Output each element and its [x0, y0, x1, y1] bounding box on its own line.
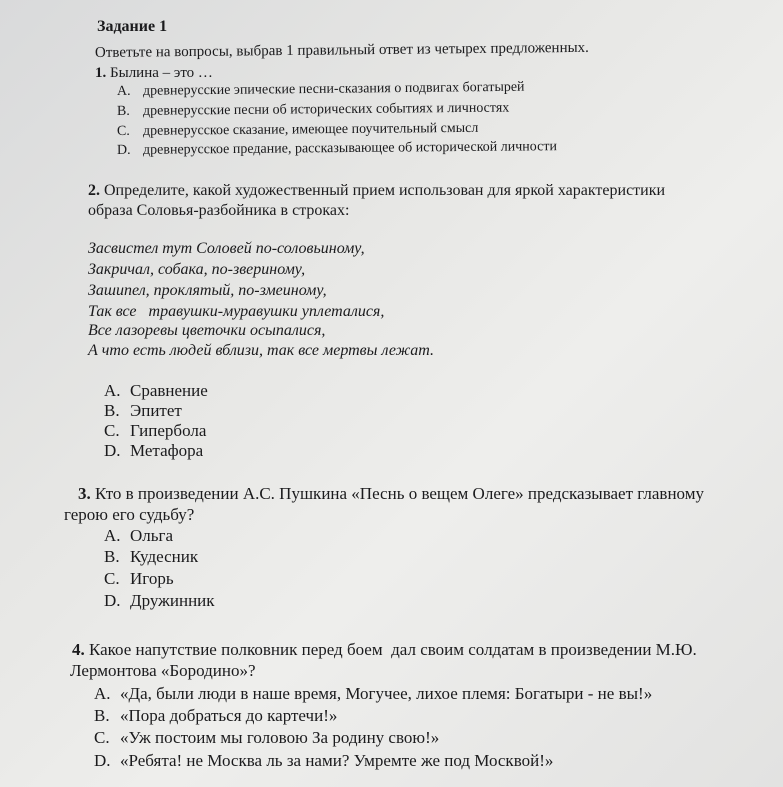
task-title: Задание 1: [97, 18, 168, 35]
q2-option-d[interactable]: D. Метафора: [104, 441, 204, 460]
question-2-line2: образа Соловья-разбойника в строках:: [88, 202, 350, 219]
poem-line: Зашипел, проклятый, по-змеиному,: [88, 282, 327, 299]
question-text-line1: Кто в произведении А.С. Пушкина «Песнь о вещем Олеге» предсказывает главному: [95, 484, 704, 503]
q4-option-a[interactable]: A. «Да, были люди в наше время, Могучее, лихое племя: Богатыри - не вы!»: [94, 684, 653, 703]
poem-line: Все лазоревы цветочки осыпалися,: [88, 322, 326, 339]
q4-option-b[interactable]: B. «Пора добраться до картечи!»: [94, 706, 338, 725]
q3-option-d[interactable]: D. Дружинник: [104, 591, 215, 610]
poem-line: Так все травушки-муравушки уплеталися,: [88, 303, 385, 320]
question-number: 2.: [88, 182, 100, 199]
question-text-line1: Определите, какой художественный прием использован для яркой характеристики: [104, 182, 666, 199]
question-number: 4.: [72, 640, 85, 659]
instructions: Ответьте на вопросы, выбрав 1 правильный ответ из четырех предложенных.: [94, 39, 589, 61]
q1-option-a[interactable]: A. древнерусские эпические песни-сказания о подвигах богатырей: [116, 79, 525, 99]
q3-option-b[interactable]: B. Кудесник: [104, 547, 199, 566]
question-4-line2: Лермонтова «Бородино»?: [70, 661, 256, 680]
poem-line: А что есть людей вблизи, так все мертвы лежат.: [88, 342, 434, 359]
question-3: [78, 485, 704, 503]
q4-option-d[interactable]: D. «Ребята! не Москва ль за нами? Умремте же под Москвой!»: [94, 751, 554, 770]
question-2: [88, 182, 665, 200]
question-1: [95, 64, 213, 82]
q2-option-c[interactable]: C. Гипербола: [104, 421, 207, 440]
question-number: 3.: [78, 484, 91, 503]
question-text-line1: Какое напутствие полковник перед боем дал своим солдатам в произведении М.Ю.: [89, 640, 697, 659]
q1-option-b[interactable]: B. древнерусские песни об исторических событиях и личностях: [116, 100, 510, 119]
q2-option-a[interactable]: A. Сравнение: [104, 381, 208, 400]
q1-option-d[interactable]: D. древнерусское предание, рассказывающее об исторической личности: [116, 139, 558, 158]
q4-option-c[interactable]: C. «Уж постоим мы головою За родину свою!»: [94, 728, 440, 747]
q3-option-c[interactable]: C. Игорь: [104, 569, 174, 588]
question-number: 1.: [95, 65, 107, 81]
poem-line: Засвистел тут Соловей по-соловьиному,: [88, 240, 365, 257]
question-3-line2: герою его судьбу?: [64, 505, 195, 524]
q2-option-b[interactable]: B. Эпитет: [104, 401, 182, 420]
question-4: [72, 641, 697, 659]
poem-line: Закричал, собака, по-звериному,: [88, 261, 306, 278]
q1-option-c[interactable]: C. древнерусское сказание, имеющее поучительный смысл: [116, 120, 479, 139]
q3-option-a[interactable]: A. Ольга: [104, 526, 174, 545]
question-text: Былина – это …: [110, 65, 213, 81]
